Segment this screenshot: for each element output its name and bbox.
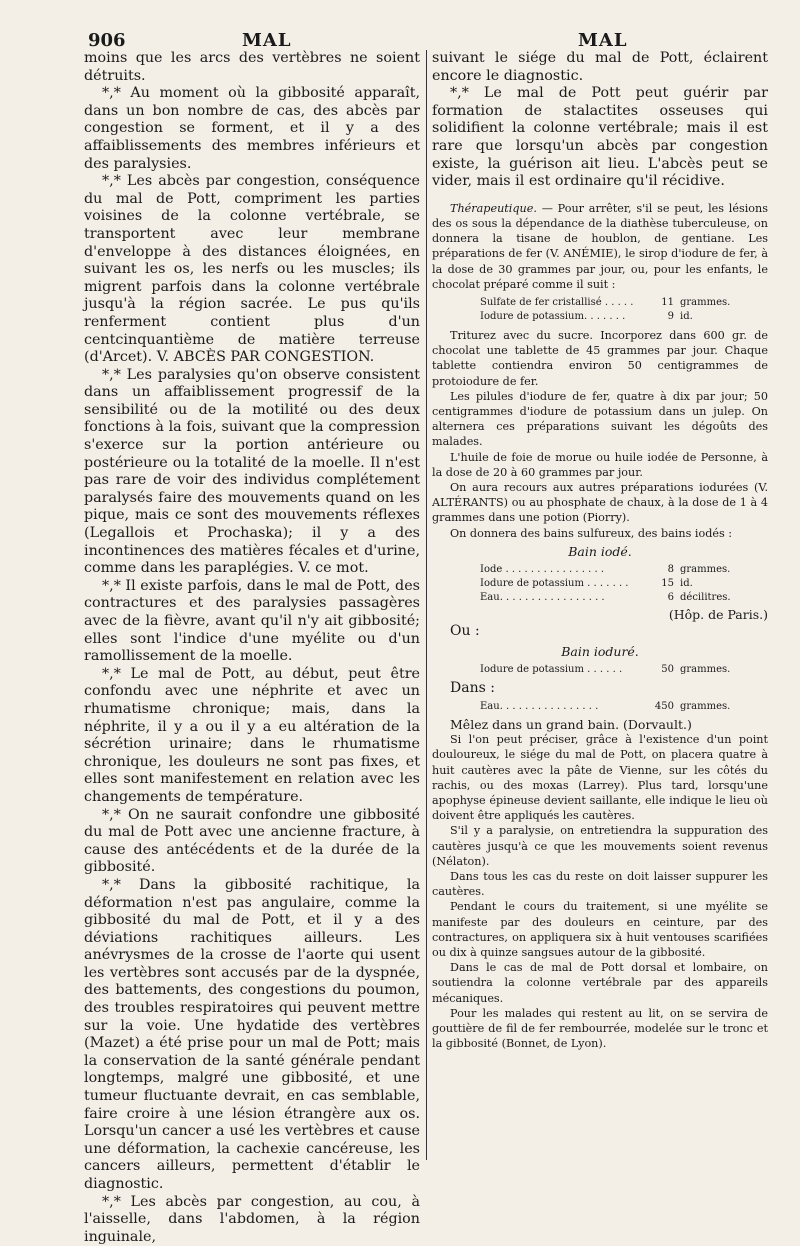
running-head-right: MAL [578, 30, 628, 51]
recipe-line: Sulfate de fer cristallisé . . . . . 11 grammes. [480, 296, 731, 308]
recipe-line: Iode . . . . . . . . . . . . . . . . 8 grammes. [480, 563, 731, 575]
column-divider [426, 50, 427, 1160]
left-column [84, 50, 420, 1245]
paragraph: *,* Dans la gibbosité rachitique, la déformation n'est pas angulaire, comme la gibbosité du mal de Pott, et il y a des déviations rachitiques ailleurs. Les anévrysmes de la crosse de l'aorte qui usent les vertèbres sont accusés par de la dyspnée, des battements, des congestions du poumon, des troubles respiratoires qui peuvent mettre sur la voie. Une hydatide des vertèbres (Mazet) a été prise pour un mal de Pott; mais la conservation de la santé générale pendant longtemps, malgré une gibbosité, et une tumeur fluctuante devrait, en cas semblable, faire croire à une lésion étrangère aux os. Lorsqu'un cancer a usé les vertèbres et cause une déformation, la cachexie cancéreuse, les cancers ailleurs, permettent d'établir le diagnostic. [84, 876, 420, 1192]
paragraph: *,* Les paralysies qu'on observe consistent dans un affaiblissement progressif de la sensibilité ou de la motilité ou des deux fonctions à la fois, suivant que la compression s'exerce sur la portion antérieure ou postérieure ou la totalité de la moelle. Il n'est pas rare de voir des individus complétement paralysés faire des mouvements quand on les pique, mais ce sont des mouvements réflexes (Legallois et Prochaska); il y a des incontinences des matières fécales et d'urine, comme dans les paraplégies. V. ce mot. [84, 366, 420, 577]
paragraph: On donnera des bains sulfureux, des bains iodés : [450, 526, 733, 540]
paragraph: *,* Au moment où la gibbosité apparaît, dans un bon nombre de cas, des abcès par congestion se forment, et il y a des affaiblissements des membres inférieurs et des paralysies. [84, 85, 420, 172]
recipe-line: Iodure de potassium . . . . . . 50 grammes. [480, 664, 731, 676]
bain-iode-title: Bain iodé. [568, 543, 632, 559]
ou-label: Ou : [450, 623, 480, 640]
therapy-paragraph [432, 201, 768, 292]
paragraph: *,* Les abcès par congestion, conséquence du mal de Pott, compriment les parties voisines de la colonne vertébrale, se transportent avec leur membrane d'enveloppe à des distances éloignées, en suivant les os, les nerfs ou les muscles; ils migrent parfois dans la colonne vertébrale jusqu'à la région sacrée. Le pus qu'ils renferment contient plus d'un centcinquantième de matière terreuse (d'Arcet). V. ABCÈS PAR CONGESTION. [84, 173, 420, 366]
paragraph: On aura recours aux autres préparations iodurées (V. ALTÉRANTS) ou au phosphate de chaux, à la dose de 1 à 4 grammes dans une potion (Piorry). [432, 481, 768, 525]
therapy-label: Thérapeutique. [450, 201, 537, 215]
paragraph: suivant le siége du mal de Pott, éclairent encore le diagnostic. [432, 50, 768, 84]
paragraph: *,* Les abcès par congestion, au cou, à l'aisselle, dans l'abdomen, à la région inguinale, [84, 1193, 420, 1245]
paragraph: Les pilules d'iodure de fer, quatre à dix par jour; 50 centigrammes d'iodure de potassium dans un julep. On alternera ces préparations suivant les dégoûts des malades. [432, 389, 768, 449]
paragraph: Dans le cas de mal de Pott dorsal et lombaire, on soutiendra la colonne vertébrale par des appareils mécaniques. [432, 961, 768, 1005]
recipe-chocolate [432, 296, 768, 324]
paragraph: Pour les malades qui restent au lit, on se servira de gouttière de fil de fer rembourrée, modelée sur le tronc et la gibbosité (Bonnet, de Lyon). [432, 1006, 768, 1051]
recipe-line: Iodure de potassium. . . . . . . 9 id. [480, 310, 693, 322]
paragraph: S'il y a paralysie, on entretiendra la suppuration des cautères jusqu'à ce que les mouvements soient revenus (Nélaton). [432, 824, 768, 868]
paragraph: Dans tous les cas du reste on doit laisser suppurer les cautères. [432, 870, 768, 899]
paragraph: *,* Le mal de Pott peut guérir par formation de stalactites osseuses qui solidifient la colonne vertébrale; mais il est rare que lorsqu'un abcès par congestion existe, la guérison ait lieu. L'abcès peut se vider, mais il est ordinaire qu'il récidive. [432, 85, 768, 190]
right-column [432, 50, 768, 1162]
paragraph: Mêlez dans un grand bain. (Dorvault.) [450, 717, 692, 733]
paragraph: moins que les arcs des vertèbres ne soient détruits. [84, 50, 420, 84]
running-head-left: MAL [242, 30, 292, 51]
paragraph: *,* Il existe parfois, dans le mal de Pott, des contractures et des paralysies passagères avec de la fièvre, avant qu'il n'y ait gibbosité; elles sont l'indice d'une myélite ou d'un ramollissement de la moelle. [84, 577, 420, 665]
recipe-line: Eau. . . . . . . . . . . . . . . . 450 grammes. [480, 701, 731, 713]
page-header [0, 26, 800, 50]
recipe-line: Eau. . . . . . . . . . . . . . . . . 6 décilitres. [480, 591, 731, 603]
dans-label: Dans : [450, 680, 495, 697]
source-hop-paris: (Hôp. de Paris.) [668, 606, 768, 622]
paragraph: Triturez avec du sucre. Incorporez dans 600 gr. de chocolat une tablette de 45 grammes par jour. Chaque tablette contiendra environ 50 centigrammes de protoiodure de fer. [432, 328, 768, 388]
paragraph: Si l'on peut préciser, grâce à l'existence d'un point douloureux, le siége du mal de Pott, on placera quatre à huit cautères avec la pâte de Vienne, sur les côtés du rachis, ou des moxas (Larrey). Plus tard, lorsqu'une apophyse épineuse devient saillante, elle indique le lieu où doivent être appliqués les cautères. [432, 733, 768, 823]
paragraph: Pendant le cours du traitement, si une myélite se manifeste par des douleurs en ceinture, par des contractures, on appliquera six à huit ventouses scarifiées ou dix à quinze sangsues autour de la gibbosité. [432, 900, 768, 960]
paragraph: *,* On ne saurait confondre une gibbosité du mal de Pott avec une ancienne fracture, à cause des antécédents et de la durée de la gibbosité. [84, 806, 420, 876]
bain-iodure-title: Bain ioduré. [561, 644, 639, 660]
recipe-line: Iodure de potassium . . . . . . . 15 id. [480, 577, 693, 589]
paragraph: *,* Le mal de Pott, au début, peut être confondu avec une néphrite et avec un rhumatisme chronique; mais, dans la néphrite, il y a ou il y a eu altération de la sécrétion urinaire; dans le rhumatisme chronique, les douleurs ne sont pas fixes, et elles sont manifestement en relation avec les changements de température. [84, 665, 420, 805]
recipe-bain-iode [432, 563, 768, 605]
therapy-text: — Pour arrêter, s'il se peut, les lésions des os sous la dépendance de la diathèse tuberculeuse, on donnera la tisane de houblon, de gentiane. Les préparations de fer (V. ANÉMIE), le sirop d'iodure de fer, à la dose de 30 grammes par jour, ou, pour les enfants, le chocolat préparé comme il suit : [432, 201, 768, 291]
paragraph: L'huile de foie de morue ou huile iodée de Personne, à la dose de 20 à 60 grammes par jour. [432, 450, 768, 479]
page-number: 906 [88, 30, 126, 51]
